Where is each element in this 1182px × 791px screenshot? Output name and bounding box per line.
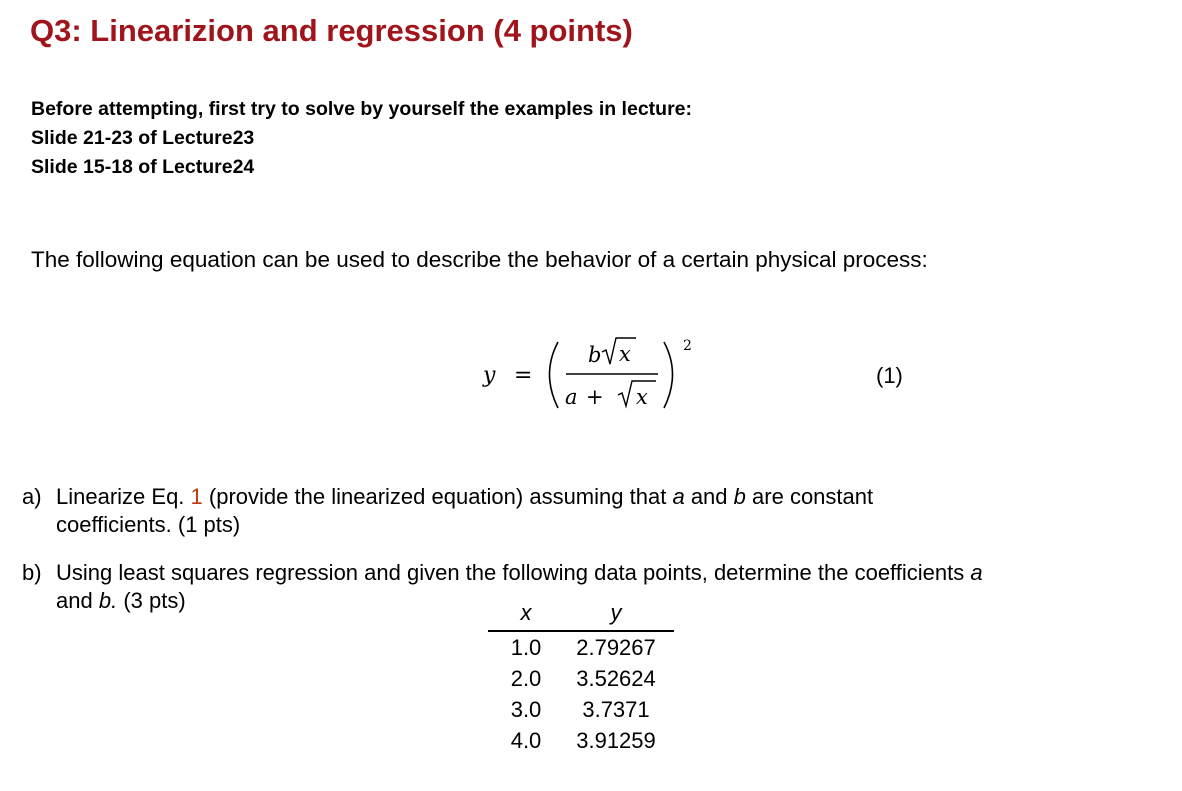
part-a-line2: coefficients. (1 pts) [56,512,241,537]
column-header-y: y [558,600,674,631]
equation-reference-link[interactable]: 1 [190,484,203,509]
part-a-text-start: Linearize Eq. [56,484,185,509]
cell-y: 2.79267 [576,634,656,660]
table-row [488,663,674,694]
part-a-text-middle: (provide the linearized equation) assuming that [208,484,667,509]
part-b-var-a: a [970,560,983,585]
intro-block [31,95,692,182]
table-row [488,694,674,725]
equation-1 [478,332,718,418]
equation-exponent: 2 [683,338,692,354]
table-header-row [488,600,674,631]
problem-statement: The following equation can be used to describe the behavior of a certain physical process: [31,247,928,272]
part-a-text [56,483,873,539]
numerator-variable: x [619,342,631,366]
cell-x: 4.0 [510,727,542,753]
denominator-variable: x [636,385,648,409]
part-a-var-a: a [672,484,685,509]
cell-y: 3.91259 [576,727,656,753]
part-b-text-start: Using least squares regression and given the following data points, determine the coefficients [56,560,965,585]
part-b-points: (3 pts) [123,588,186,613]
lecture-reference-2: Slide 15-18 of Lecture24 [31,156,255,178]
part-b-var-b: b. [98,588,118,613]
part-b-and: and [56,588,93,613]
data-points-table [488,600,674,756]
equation-lhs: y [483,363,496,388]
equation-number: (1) [876,363,903,388]
part-a-text-end: are constant [752,484,874,509]
question-title: Q3: Linearizion and regression (4 points) [30,13,633,48]
cell-x: 3.0 [510,696,542,722]
part-b-marker: b) [22,560,42,585]
part-a-marker: a) [22,484,42,509]
lecture-reference-1: Slide 21-23 of Lecture23 [31,127,255,149]
cell-x: 1.0 [510,634,542,660]
cell-y: 3.52624 [576,665,656,691]
part-b-line1 [56,559,983,587]
intro-line: Before attempting, first try to solve by yourself the examples in lecture: [31,98,693,120]
table-row [488,631,674,663]
part-a-and: and [690,484,728,509]
part-a-line1 [56,483,873,511]
cell-x: 2.0 [510,665,542,691]
numerator-coefficient: b [588,343,602,367]
denominator-plus: + [586,385,604,409]
column-header-x: x [488,600,558,631]
equation-equals: = [514,363,533,388]
left-paren [550,342,559,408]
table-row [488,725,674,756]
cell-y: 3.7371 [582,696,650,722]
denominator-constant: a [565,385,578,409]
part-a-var-b: b [733,484,746,509]
right-paren [664,342,673,408]
